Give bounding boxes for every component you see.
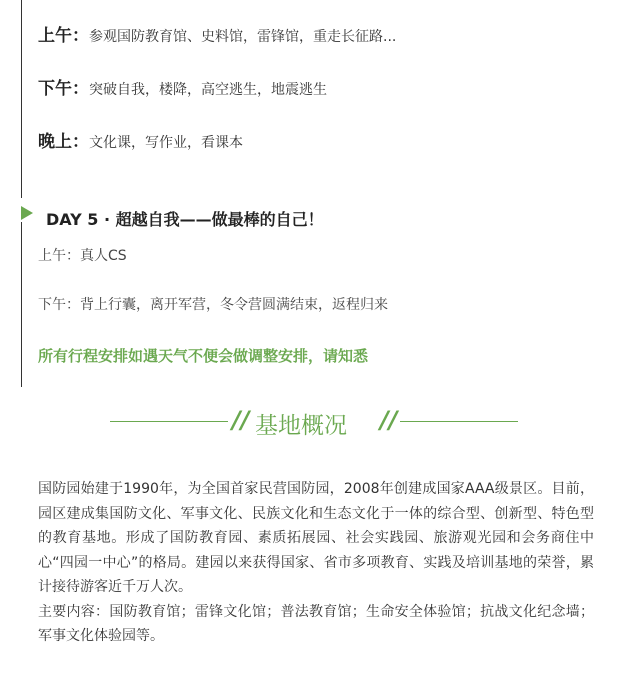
timeline-line-top bbox=[21, 0, 22, 198]
divider-left bbox=[110, 421, 228, 422]
timeline-line-bottom bbox=[21, 222, 22, 387]
schedule-notice: 所有行程安排如遇天气不便会做调整安排，请知悉 bbox=[38, 347, 369, 365]
schedule-label: 上午： bbox=[38, 26, 89, 46]
base-introduction bbox=[38, 477, 594, 649]
schedule-afternoon bbox=[38, 81, 327, 98]
day5-afternoon: 下午：背上行囊，离开军营，冬令营圆满结束，返程归来 bbox=[38, 297, 388, 313]
schedule-label: 下午： bbox=[38, 79, 89, 99]
schedule-text: 参观国防教育馆、史料馆，雷锋馆，重走长征路... bbox=[89, 29, 397, 45]
schedule-text: 文化课，写作业，看课本 bbox=[89, 135, 243, 151]
schedule-label: 晚上： bbox=[38, 132, 89, 152]
divider-right bbox=[400, 421, 518, 422]
day5-title: DAY 5 · 超越自我——做最棒的自己！ bbox=[46, 210, 324, 229]
slash-decoration-left: // bbox=[232, 406, 250, 434]
intro-contents: 主要内容：国防教育馆；雷锋文化馆；普法教育馆；生命安全体验馆；抗战文化纪念墙；军事文化体验园等。 bbox=[38, 603, 594, 644]
schedule-text: 突破自我，楼降，高空逃生，地震逃生 bbox=[89, 82, 327, 98]
section-title: 基地概况 bbox=[255, 413, 347, 439]
intro-paragraph: 国防园始建于1990年，为全国首家民营国防园，2008年创建成国家AAA级景区。目前，园区建成集国防文化、军事文化、民族文化和生态文化于一体的综合型、创新型、特色型的教育基地。形成了国防教育园、素质拓展园、社会实践园、旅游观光园和会务商住中心“四园一中心”的格局。建园以来获得国家、省市多项教育、实践及培训基地的荣誉，累计接待游客近千万人次。 bbox=[38, 481, 594, 595]
day5-morning: 上午：真人CS bbox=[38, 248, 127, 264]
play-arrow-icon bbox=[21, 206, 33, 220]
slash-decoration-right: // bbox=[380, 406, 398, 434]
schedule-morning bbox=[38, 28, 396, 45]
schedule-evening bbox=[38, 134, 243, 151]
section-header bbox=[0, 403, 628, 439]
